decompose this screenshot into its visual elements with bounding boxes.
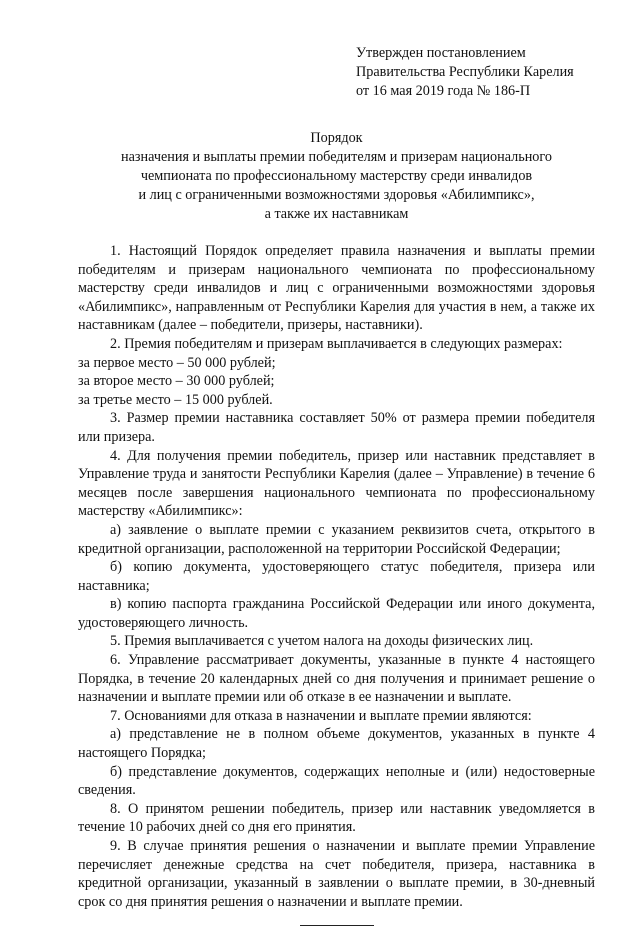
paragraph-7b: б) представление документов, содержащих неполные и (или) недостоверные сведения. bbox=[78, 763, 595, 799]
paragraph-4: 4. Для получения премии победитель, призер или наставник представляет в Управление труда и занятости Республики Карелия (далее – Управление) в течение 6 месяцев после завершения национального чемпионата по профессиональному мастерству «Абилимпикс»: bbox=[78, 447, 595, 520]
paragraph-5: 5. Премия выплачивается с учетом налога на доходы физических лиц. bbox=[110, 633, 534, 650]
prize-first-place: за первое место – 50 000 рублей; bbox=[78, 354, 276, 371]
paragraph-2: 2. Премия победителям и призерам выплачивается в следующих размерах: bbox=[110, 335, 563, 352]
title-line: Порядок bbox=[310, 130, 363, 146]
paragraph-9: 9. В случае принятия решения о назначении и выплате премии Управление перечисляет денежные средства на счет победителя, призера, наставника в кредитной организации, указанный в заявлении о выплате премии, в 30-дневный срок со дня принятия решения о назначении и выплате премии. bbox=[78, 838, 595, 910]
paragraph-4a: а) заявление о выплате премии с указанием реквизитов счета, открытого в кредитной организации, расположенной на территории Российской Федерации; bbox=[78, 521, 595, 557]
paragraph-4b: б) копию документа, удостоверяющего статус победителя, призера или наставника; bbox=[78, 559, 595, 594]
approval-line: от 16 мая 2019 года № 186-П bbox=[356, 83, 531, 99]
document-body bbox=[78, 242, 595, 911]
paragraph-1: 1. Настоящий Порядок определяет правила назначения и выплаты премии победителям и призерам национального чемпионата по профессиональному мастерству среди инвалидов и лиц с ограниченными возможностями здоровья «Абилимпикс», направленным от Республики Карелия для участия в нем, а также их наставникам (далее – победители, призеры, наставники). bbox=[78, 243, 595, 334]
title-line: назначения и выплаты премии победителям и призерам национального bbox=[121, 149, 552, 165]
title-line: а также их наставникам bbox=[264, 206, 409, 222]
paragraph-4c: в) копию паспорта гражданина Российской Федерации или иного документа, удостоверяющего личность. bbox=[78, 596, 595, 631]
title-line: чемпионата по профессиональному мастерству среди инвалидов bbox=[140, 168, 533, 184]
approval-block bbox=[356, 44, 595, 101]
prize-second-place: за второе место – 30 000 рублей; bbox=[78, 373, 275, 390]
prize-third-place: за третье место – 15 000 рублей. bbox=[78, 391, 273, 408]
title-line: и лиц с ограниченными возможностями здоровья «Абилимпикс», bbox=[138, 187, 535, 203]
paragraph-6: 6. Управление рассматривает документы, указанные в пункте 4 настоящего Порядка, в течение 20 календарных дней со дня получения и принимает решение о назначении и выплате премии или об отказе в ее назначении и выплате. bbox=[78, 652, 595, 706]
paragraph-8: 8. О принятом решении победитель, призер или наставник уведомляется в течение 10 рабочих дней со дня его принятия. bbox=[78, 800, 595, 836]
approval-line: Утвержден постановлением bbox=[356, 45, 526, 61]
document-title bbox=[78, 129, 595, 224]
paragraph-3: 3. Размер премии наставника составляет 50% от размера премии победителя или призера. bbox=[78, 410, 595, 445]
paragraph-7a: а) представление не в полном объеме документов, указанных в пункте 4 настоящего Порядка; bbox=[78, 726, 595, 762]
document-page bbox=[78, 44, 595, 926]
paragraph-7: 7. Основаниями для отказа в назначении и выплате премии являются: bbox=[110, 707, 532, 724]
approval-line: Правительства Республики Карелия bbox=[356, 64, 574, 80]
